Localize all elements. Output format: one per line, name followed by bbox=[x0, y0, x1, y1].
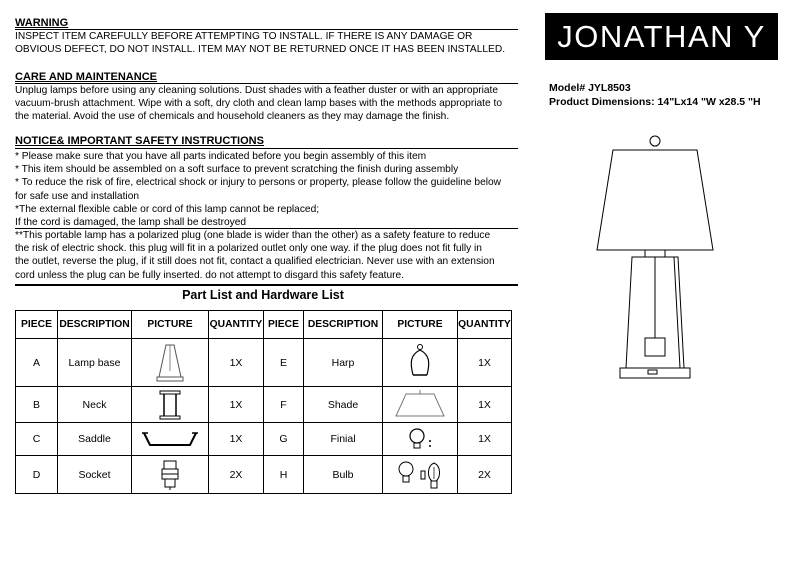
part-description: Shade bbox=[304, 387, 383, 423]
header-cell: PICTURE bbox=[383, 311, 458, 339]
neck-icon bbox=[155, 389, 185, 421]
part-picture bbox=[383, 339, 458, 387]
piece-letter: B bbox=[16, 387, 58, 423]
saddle-icon bbox=[140, 427, 200, 451]
part-quantity: 1X bbox=[209, 387, 264, 423]
part-picture bbox=[383, 456, 458, 494]
piece-letter: A bbox=[16, 339, 58, 387]
header-cell: QUANTITY bbox=[458, 311, 512, 339]
care-text: Unplug lamps before using any cleaning solutions. Dust shades with a feather duster or with an appropriate vacuum-brush attachment. Wipe with a soft, dry cloth and clean lamp bases with the methods appropriate to the material. Avoid the use of chemicals and household cleaners as they may damage the finish. bbox=[15, 85, 502, 123]
piece-letter: C bbox=[16, 423, 58, 456]
part-quantity: 1X bbox=[458, 423, 512, 456]
piece-letter: G bbox=[264, 423, 304, 456]
part-quantity: 1X bbox=[209, 423, 264, 456]
part-quantity: 2X bbox=[458, 456, 512, 494]
model-number: Model# JYL8503 bbox=[549, 82, 631, 94]
part-description: Neck bbox=[58, 387, 132, 423]
part-picture bbox=[132, 339, 209, 387]
safety-text: * Please make sure that you have all parts indicated before you begin assembly of this item * This item should be assembled on a soft surface to prevent scratching the finish during assembly * To reduce the risk of fire, electrical shock or injury to persons or property, please follow the guideline below for safe use and installation *The external flexible cable or cord of this lamp cannot be replaced; If the cord is damaged, the lamp shall be destroyed bbox=[15, 151, 502, 229]
warning-title: WARNING bbox=[15, 17, 69, 29]
safety-title: NOTICE& IMPORTANT SAFETY INSTRUCTIONS bbox=[15, 135, 264, 147]
product-dimensions: Product Dimensions: 14"Lx14 "W x28.5 "H bbox=[549, 96, 761, 108]
brand-logo: JONATHAN Y bbox=[545, 13, 778, 60]
piece-letter: D bbox=[16, 456, 58, 494]
plug-text: **This portable lamp has a polarized plug (one blade is wider than the other) as a safety feature to reduce the risk of electric shock. this plug will fit in a polarized outlet only one way. if the plug does not fit fully in the outlet, reverse the plug, if it still does not fit, contact a qualified electrician. Never use with an extension cord unless the plug can be fully inserted. do not attempt to disgard this safety feature. bbox=[15, 230, 495, 281]
table-row bbox=[16, 387, 512, 423]
part-description: Harp bbox=[304, 339, 383, 387]
header-cell: QUANTITY bbox=[209, 311, 264, 339]
shade-icon bbox=[392, 390, 448, 420]
warning-text: INSPECT ITEM CAREFULLY BEFORE ATTEMPTING TO INSTALL. IF THERE IS ANY DAMAGE OR OBVIOUS DEFECT, DO NOT INSTALL. ITEM MAY NOT BE RETURNED ONCE IT HAS BEEN INSTALLED. bbox=[15, 31, 506, 56]
part-description: Socket bbox=[58, 456, 132, 494]
part-description: Lamp base bbox=[58, 339, 132, 387]
header-cell: DESCRIPTION bbox=[304, 311, 383, 339]
piece-letter: F bbox=[264, 387, 304, 423]
part-description: Saddle bbox=[58, 423, 132, 456]
part-picture bbox=[132, 456, 209, 494]
part-quantity: 1X bbox=[458, 339, 512, 387]
header-cell: PIECE bbox=[264, 311, 304, 339]
piece-letter: E bbox=[264, 339, 304, 387]
lamp-illustration-icon bbox=[590, 128, 720, 388]
table-row bbox=[16, 456, 512, 494]
table-row bbox=[16, 423, 512, 456]
part-quantity: 2X bbox=[209, 456, 264, 494]
lamp-base-icon bbox=[155, 343, 185, 383]
part-picture bbox=[132, 387, 209, 423]
bulb-icon bbox=[390, 459, 450, 491]
care-title: CARE AND MAINTENANCE bbox=[15, 71, 157, 83]
part-description: Bulb bbox=[304, 456, 383, 494]
part-picture bbox=[383, 387, 458, 423]
part-quantity: 1X bbox=[209, 339, 264, 387]
part-picture bbox=[383, 423, 458, 456]
divider bbox=[15, 148, 518, 149]
parts-table-title: Part List and Hardware List bbox=[182, 288, 344, 302]
divider bbox=[15, 284, 518, 286]
header-cell: PICTURE bbox=[132, 311, 209, 339]
harp-icon bbox=[405, 343, 435, 383]
table-row bbox=[16, 339, 512, 387]
finial-icon bbox=[403, 427, 437, 451]
part-quantity: 1X bbox=[458, 387, 512, 423]
parts-table bbox=[15, 310, 512, 494]
part-description: Finial bbox=[304, 423, 383, 456]
part-picture bbox=[132, 423, 209, 456]
socket-icon bbox=[158, 459, 182, 491]
header-cell: DESCRIPTION bbox=[58, 311, 132, 339]
header-cell: PIECE bbox=[16, 311, 58, 339]
piece-letter: H bbox=[264, 456, 304, 494]
table-header-row bbox=[16, 311, 512, 339]
